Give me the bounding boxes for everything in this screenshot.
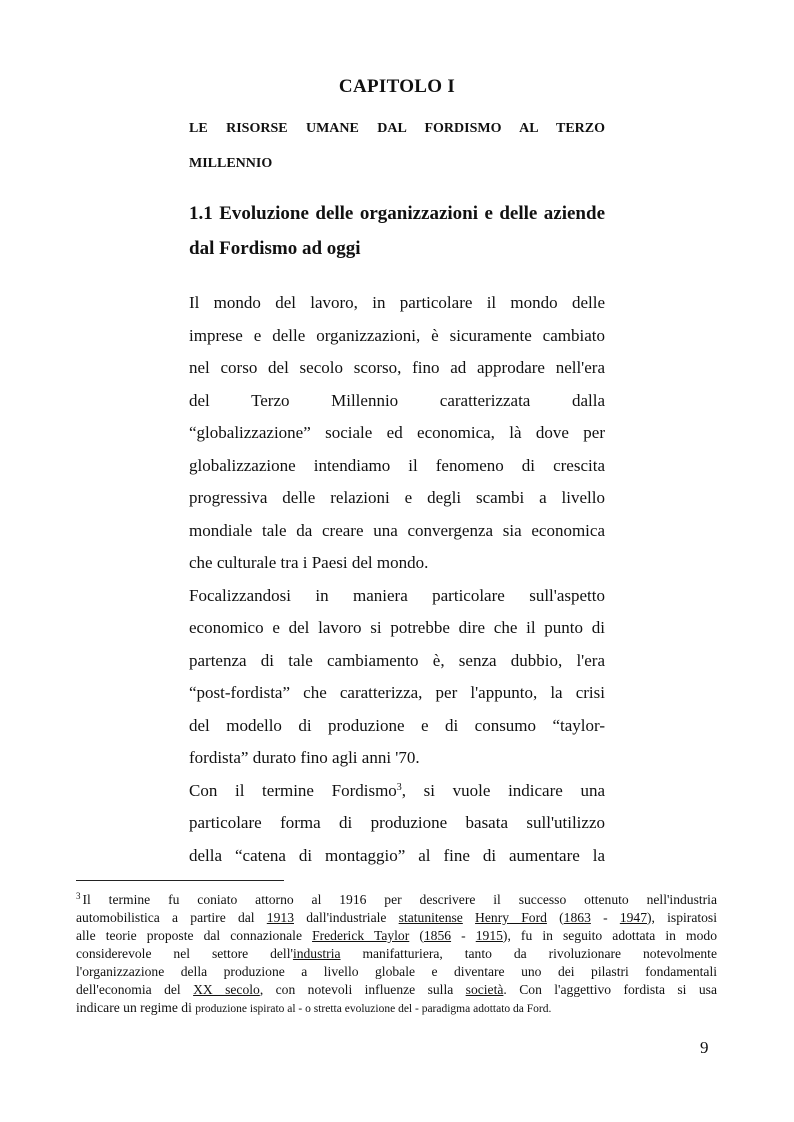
link-industria[interactable]: industria	[292, 946, 341, 961]
body-line: “post-fordista” che caratterizza, per l'appunto, la crisi	[189, 683, 605, 702]
section-heading	[189, 196, 605, 266]
chapter-title-line: MILLENNIO	[189, 156, 273, 171]
footnote-separator	[76, 880, 284, 881]
body-text-segment: , si vuole indicare una	[401, 780, 605, 800]
page-number: 9	[700, 1038, 709, 1057]
body-line: fordista” durato fino agli anni '70.	[189, 748, 420, 767]
section-heading-line: 1.1 Evoluzione delle organizzazioni e delle aziende	[189, 203, 605, 224]
body-line: economico e del lavoro si potrebbe dire che il punto di	[189, 618, 605, 637]
footnote-line	[76, 887, 717, 909]
body-line: progressiva delle relazioni e degli scambi a livello	[189, 488, 605, 507]
footnote-text: -	[590, 910, 620, 925]
footnote-text: indicare un regime di	[76, 1000, 196, 1015]
body-line	[189, 775, 605, 808]
footnote-text: -	[451, 928, 476, 943]
footnote-text: , con notevoli influenze sulla	[259, 982, 466, 997]
footnote-text: . Con l'aggettivo fordista si usa	[503, 982, 717, 997]
body-line: che culturale tra i Paesi del mondo.	[189, 553, 429, 572]
body-line: del Terzo Millennio caratterizzata dalla	[189, 390, 605, 410]
body-line: mondiale tale da creare una convergenza sia economica	[189, 520, 605, 540]
body-line: del modello di produzione e di consumo “taylor-	[189, 715, 605, 735]
link-henry-ford[interactable]: Henry Ford	[475, 910, 547, 925]
footnote-line	[76, 927, 717, 945]
footnote-line: l'organizzazione della produzione a livello globale e diventare uno dei pilastri fondamentali	[76, 964, 717, 979]
footnote-text-small: produzione ispirato al - o stretta evoluzione del - paradigma adottato da Ford.	[195, 1003, 552, 1015]
chapter-title	[189, 111, 605, 181]
footnote-text: ), fu in seguito adottata in modo	[502, 928, 718, 943]
footnote-text: (	[546, 910, 564, 925]
body-line: imprese e delle organizzazioni, è sicuramente cambiato	[189, 325, 605, 345]
body-line: partenza di tale cambiamento è, senza dubbio, l'era	[189, 650, 605, 670]
body-line: particolare forma di produzione basata sull'utilizzo	[189, 813, 605, 832]
footnote-text: dall'industriale	[293, 910, 399, 925]
chapter-title-line: LE RISORSE UMANE DAL FORDISMO AL TERZO	[189, 121, 605, 136]
footnote-marker: 3	[76, 891, 81, 901]
link-1856[interactable]: 1856	[423, 928, 452, 943]
link-statunitense[interactable]: statunitense	[398, 910, 463, 925]
footnote-text: manifatturiera, tanto da rivoluzionare notevolmente	[340, 946, 717, 961]
body-line: Il mondo del lavoro, in particolare il mondo delle	[189, 293, 605, 312]
footnote-text: (	[409, 928, 424, 943]
footnote-text: considerevole nel settore dell'	[76, 946, 293, 961]
chapter-heading: CAPITOLO I	[338, 76, 456, 97]
footnote-line	[76, 999, 717, 1018]
body-text	[189, 287, 605, 872]
footnote-text: ), ispiratosi	[647, 910, 717, 925]
link-xx-secolo[interactable]: XX secolo	[193, 982, 260, 997]
body-line: “globalizzazione” sociale ed economica, là dove per	[189, 423, 605, 442]
body-line: globalizzazione intendiamo il fenomeno di crescita	[189, 455, 605, 475]
footnote-text	[463, 910, 475, 925]
body-line: nel corso del secolo scorso, fino ad approdare nell'era	[189, 358, 605, 377]
footnote-line	[76, 981, 717, 999]
link-societa[interactable]: società	[465, 982, 504, 997]
footnote-reference[interactable]: 3	[396, 781, 402, 793]
link-1863[interactable]: 1863	[563, 910, 591, 925]
footnote-line	[76, 909, 717, 927]
link-1947[interactable]: 1947	[619, 910, 648, 925]
body-line: della “catena di montaggio” al fine di aumentare la	[189, 845, 605, 865]
body-line: Focalizzandosi in maniera particolare sull'aspetto	[189, 585, 605, 605]
footnote-line	[76, 945, 717, 963]
footnote	[76, 887, 717, 1018]
link-frederick-taylor[interactable]: Frederick Taylor	[312, 928, 410, 943]
body-text-segment: Con il termine Fordismo	[189, 780, 397, 800]
link-1913[interactable]: 1913	[266, 910, 294, 925]
footnote-text: dell'economia del	[76, 982, 194, 997]
footnote-text: alle teorie proposte dal connazionale	[76, 928, 313, 943]
section-heading-line: dal Fordismo ad oggi	[189, 238, 361, 259]
link-1915[interactable]: 1915	[475, 928, 503, 943]
footnote-text: Il termine fu coniato attorno al 1916 per descrivere il successo ottenuto nell'industria	[82, 892, 717, 907]
footnote-text: automobilistica a partire dal	[76, 910, 267, 925]
